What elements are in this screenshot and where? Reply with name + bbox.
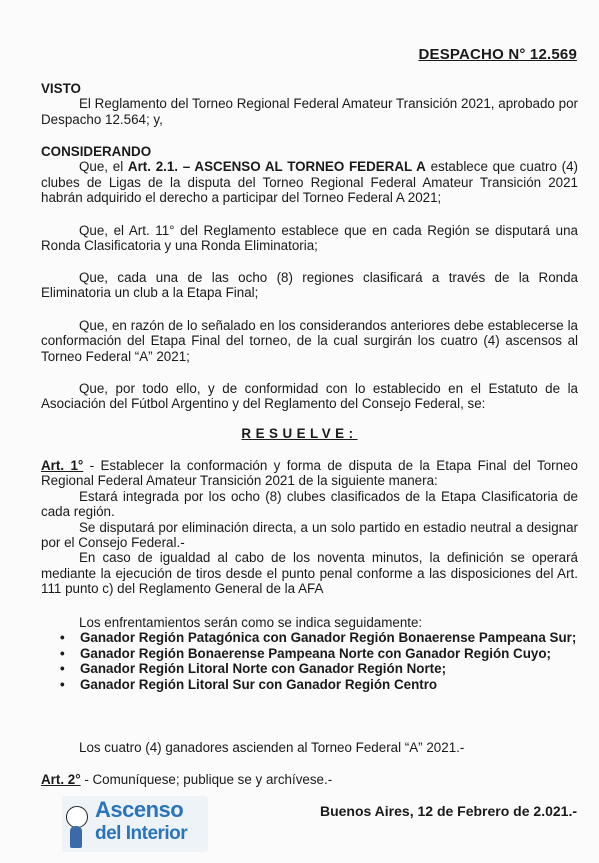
paragraph-text: - Comuníquese; publique se y archívese.- (80, 772, 333, 787)
article-1-paragraph-3: En caso de igualdad al cabo de los noventa minutos, la definición se operará mediante la ejecución de tiros desde el punto penal conforme a las disposiciones del Art. 111 punto c) del Reglamento General de la AFA (41, 550, 578, 597)
article-1-label: Art. 1° (41, 458, 84, 473)
matchups-intro: Los enfrentamientos serán como se indica seguidamente: (79, 615, 423, 630)
paragraph-text: establece que cuatro (4) clubes de Ligas de la disputa del Torneo Regional Federal Amateur Transición 2021 habrán adquirido el derecho a participar del Torneo Federal A 2021; (41, 159, 578, 206)
article-2-label: Art. 2° (41, 772, 81, 787)
visto-text: El Reglamento del Torneo Regional Federal Amateur Transición 2021, aprobado por Despacho 12.564; y, (41, 96, 578, 127)
considerando-section (41, 144, 578, 206)
soccer-ball-icon (66, 806, 88, 828)
considerando-paragraph-2: Que, el Art. 11° del Reglamento establece que en cada Región se disputará una Ronda Clasificatoria y una Ronda Eliminatoria; (41, 223, 578, 254)
list-item: • Ganador Región Litoral Sur con Ganador Región Centro (80, 677, 578, 692)
logo-text-line-2: del Interior (95, 823, 188, 844)
considerando-paragraph-5: Que, por todo ello, y de conformidad con lo establecido en el Estatuto de la Asociación del Fútbol Argentino y del Reglamento del Consejo Federal, se: (41, 381, 578, 412)
article-2 (41, 772, 578, 787)
player-icon (70, 826, 82, 848)
article-1-paragraph-2: Se disputará por eliminación directa, a un solo partido en estadio neutral a designar por el Consejo Federal.- (41, 519, 578, 551)
visto-heading: VISTO (41, 81, 81, 96)
paragraph-text: Que, el (79, 159, 128, 175)
paragraph-text: - Establecer la conformación y forma de disputa de la Etapa Final del Torneo Regional Federal Amateur Transición 2021 de la siguiente manera: (41, 458, 578, 489)
considerando-paragraph-3: Que, cada una de las ocho (8) regiones clasificará a través de la Ronda Eliminatoria un club a la Etapa Final; (41, 270, 578, 301)
list-item: • Ganador Región Litoral Norte con Ganador Región Norte; (80, 661, 578, 676)
considerando-heading: CONSIDERANDO (41, 144, 152, 159)
logo-text-line-1: Ascenso (95, 797, 184, 822)
matchups-list (41, 630, 578, 692)
article-1 (41, 458, 578, 597)
article-1-intro (41, 458, 578, 489)
visto-section (41, 81, 578, 127)
place-and-date: Buenos Aires, 12 de Febrero de 2.021.- (319, 803, 577, 819)
list-item: • Ganador Región Bonaerense Pampeana Norte con Ganador Región Cuyo; (80, 646, 578, 661)
article-1-paragraph-1: Estará integrada por los ocho (8) clubes clasificados de la Etapa Clasificatoria de cada región. (41, 488, 578, 520)
matchups-section (41, 615, 578, 692)
resuelve-heading: RESUELVE: (241, 426, 358, 441)
article-reference: Art. 2.1. – ASCENSO AL TORNEO FEDERAL A (127, 159, 426, 175)
article-1-closing: Los cuatro (4) ganadores ascienden al Torneo Federal “A” 2021.- (79, 740, 465, 755)
considerando-paragraph-4: Que, en razón de lo señalado en los considerandos anteriores debe establecerse la conformación del Etapa Final del torneo, de la cual surgirán los cuatro (4) ascensos al Torneo Federal “A” 2021; (41, 318, 578, 364)
list-item: • Ganador Región Patagónica con Ganador Región Bonaerense Pampeana Sur; (80, 630, 578, 645)
ascenso-del-interior-logo (62, 796, 208, 852)
considerando-paragraph-1 (41, 159, 578, 205)
document-title: DESPACHO N° 12.569 (418, 46, 577, 63)
